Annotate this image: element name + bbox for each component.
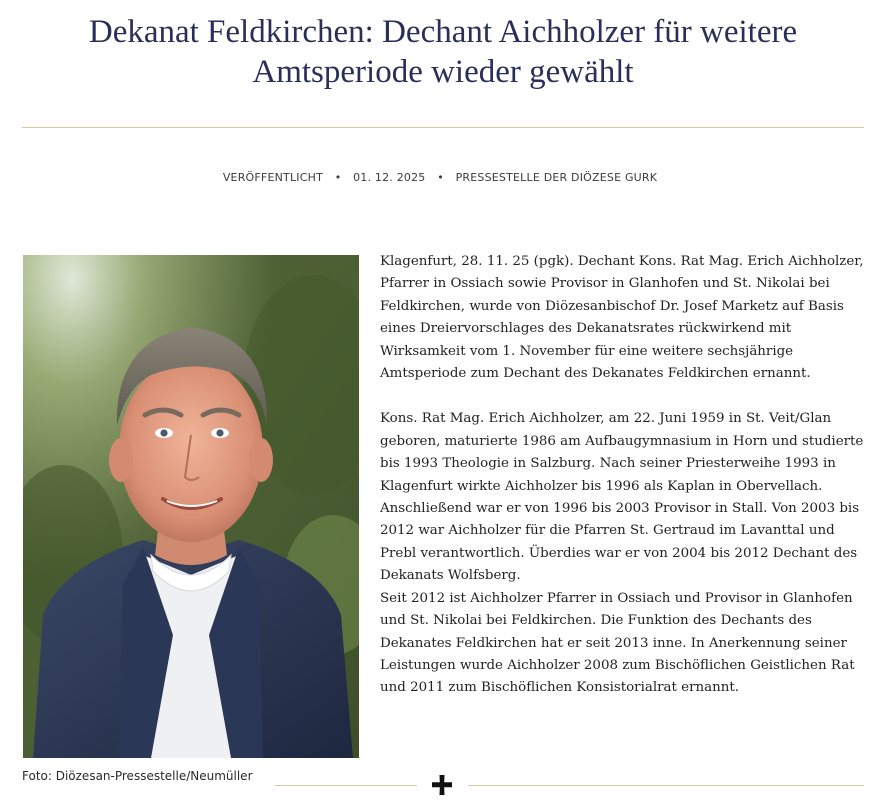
publish-date: 01. 12. 2025 (353, 171, 426, 184)
meta-separator: • (437, 171, 444, 184)
page-title: Dekanat Feldkirchen: Dechant Aichholzer für weitere Amtsperiode wieder gewählt (88, 14, 798, 90)
cross-icon (431, 774, 453, 796)
title-divider (22, 127, 864, 128)
article-body (380, 251, 866, 700)
meta-separator: • (334, 171, 342, 184)
photo-caption: Foto: Diözesan-Pressestelle/Neumüller (22, 769, 253, 783)
footer-divider-right (468, 785, 864, 786)
footer-divider-left (275, 785, 417, 786)
article-paragraph: Seit 2012 ist Aichholzer Pfarrer in Ossiach und Provisor in Glanhofen und St. Nikolai bei Feldkirchen. Die Funktion des Dechants des Dekanates Feldkirchen hat er seit 2013 inne. In Anerkennung seiner Leistungen wurde Aichholzer 2008 zum Bischöflichen Geistlichen Rat und 2011 zum Bischöflichen Konsistorialrat ernannt. (380, 590, 855, 696)
article-paragraph: Kons. Rat Mag. Erich Aichholzer, am 22. Juni 1959 in St. Veit/Glan geboren, maturierte 1986 am Aufbaugymnasium in Horn und studierte bis 1993 Theologie in Salzburg. Nach seiner Priesterweihe 1993 in Klagenfurt wirkte Aichholzer bis 1996 als Kaplan in Obervellach. Anschließend war er von 1996 bis 2003 Provisor in Stall. Von 2003 bis 2012 war Aichholzer für die Pfarren St. Gertraud im Lavanttal und Prebl verantwortlich. Überdies war er von 2004 bis 2012 Dechant des Dekanats Wolfsberg. (380, 411, 864, 584)
article-meta (0, 171, 880, 184)
portrait-photo (23, 255, 359, 758)
published-label: VERÖFFENTLICHT (222, 171, 323, 184)
author-link[interactable]: PRESSESTELLE DER DIÖZESE GURK (455, 171, 658, 184)
article-paragraph: Klagenfurt, 28. 11. 25 (pgk). Dechant Kons. Rat Mag. Erich Aichholzer, Pfarrer in Ossiach sowie Provisor in Glanhofen und St. Nikolai bei Feldkirchen, wurde von Diözesanbischof Dr. Josef Marketz auf Basis eines Dreiervorschlages des Dekanatsrates rückwirkend mit Wirksamkeit vom 1. November für eine weitere sechsjährige Amtsperiode zum Dechant des Dekanates Feldkirchen ernannt. (380, 254, 864, 382)
